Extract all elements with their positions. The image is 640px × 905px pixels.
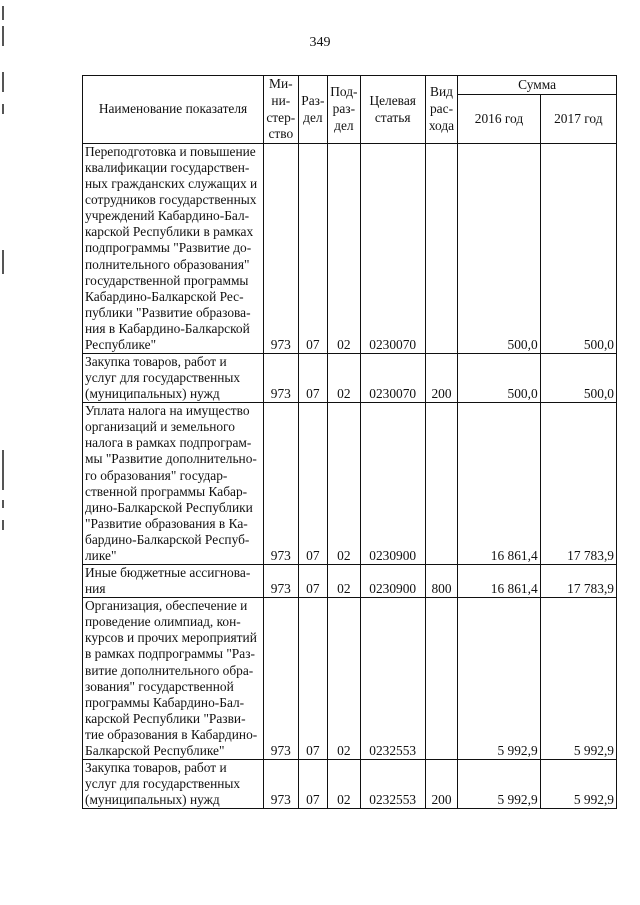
table-row [83,759,617,808]
row-expense-type: 800 [425,565,458,598]
row-subsection: 02 [328,144,361,354]
row-section: 07 [298,354,327,403]
row-name: Иные бюджетные ассигнова- ния [83,565,264,598]
page-number: 349 [309,35,331,50]
row-sum-2016: 16 861,4 [458,565,540,598]
row-section: 07 [298,565,327,598]
table-row [83,565,617,598]
row-sum-2017: 500,0 [540,144,616,354]
row-name: Уплата налога на имущество организаций и земельного налога в рамках подпрограм- мы "Развитие дополнительно- го образования" государ- ственной программы Кабар- дино-Балкарской Республики "Развитие образования в Ка- бардино-Балкарской Респуб- лике" [83,403,264,565]
row-expense-type [425,403,458,565]
row-ministry: 973 [264,565,299,598]
row-target: 0232553 [360,759,425,808]
row-target: 0230070 [360,354,425,403]
row-name: Закупка товаров, работ и услуг для государственных (муниципальных) нужд [83,354,264,403]
header-sum: Сумма [458,76,617,95]
header-section: Раз- дел [298,76,327,144]
row-sum-2017: 17 783,9 [540,565,616,598]
row-sum-2016: 500,0 [458,354,540,403]
row-ministry: 973 [264,403,299,565]
row-expense-type [425,598,458,760]
row-name: Переподготовка и повышение квалификации государствен- ных гражданских служащих и сотрудников государственных учреждений Кабардино-Бал- карской Республики в рамках подпрограммы "Развитие до- полнительного образования" государственной программы Кабардино-Балкарской Рес- публики "Развитие образова- ния в Кабардино-Балкарской Республике" [83,144,264,354]
row-expense-type [425,144,458,354]
row-target: 0230900 [360,565,425,598]
header-target: Целевая статья [360,76,425,144]
row-sum-2017: 17 783,9 [540,403,616,565]
header-year-2017: 2017 год [540,95,616,144]
row-sum-2016: 16 861,4 [458,403,540,565]
table-row [83,403,617,565]
row-target: 0232553 [360,598,425,760]
header-name: Наименование показателя [83,76,264,144]
row-subsection: 02 [328,759,361,808]
table-row [83,598,617,760]
row-expense-type: 200 [425,354,458,403]
row-subsection: 02 [328,354,361,403]
table-row [83,144,617,354]
row-subsection: 02 [328,403,361,565]
row-target: 0230900 [360,403,425,565]
header-year-2016: 2016 год [458,95,540,144]
row-subsection: 02 [328,598,361,760]
budget-table [82,75,617,809]
row-section: 07 [298,759,327,808]
header-expense-type: Вид рас- хода [425,76,458,144]
row-expense-type: 200 [425,759,458,808]
row-ministry: 973 [264,759,299,808]
row-subsection: 02 [328,565,361,598]
row-section: 07 [298,403,327,565]
row-name: Закупка товаров, работ и услуг для государственных (муниципальных) нужд [83,759,264,808]
row-section: 07 [298,144,327,354]
row-sum-2016: 5 992,9 [458,759,540,808]
row-target: 0230070 [360,144,425,354]
row-sum-2016: 500,0 [458,144,540,354]
row-sum-2016: 5 992,9 [458,598,540,760]
row-name: Организация, обеспечение и проведение олимпиад, кон- курсов и прочих мероприятий в рамках подпрограммы "Раз- витие дополнительного обра- зования" государственной программы Кабардино-Бал- карской Республики "Разви- тие образования в Кабардино- Балкарской Республике" [83,598,264,760]
row-ministry: 973 [264,598,299,760]
header-subsection: Под- раз- дел [328,76,361,144]
header-ministry: Ми- ни- стер- ство [264,76,299,144]
table-row [83,354,617,403]
row-ministry: 973 [264,354,299,403]
row-sum-2017: 5 992,9 [540,598,616,760]
row-sum-2017: 5 992,9 [540,759,616,808]
row-section: 07 [298,598,327,760]
row-ministry: 973 [264,144,299,354]
row-sum-2017: 500,0 [540,354,616,403]
